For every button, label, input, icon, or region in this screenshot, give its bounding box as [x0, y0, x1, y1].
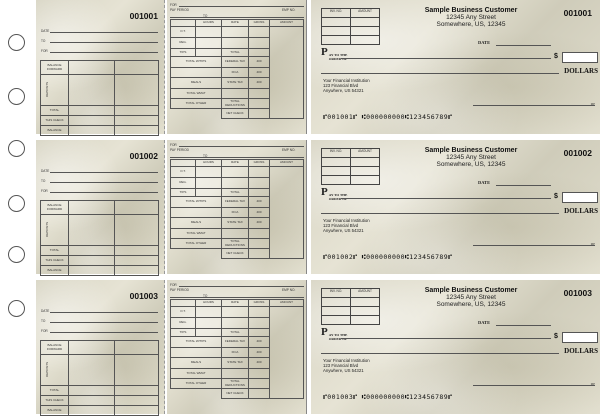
inv-amount-header: AMOUNT [351, 9, 380, 18]
stub-for-label: FOR [41, 329, 48, 333]
dollar-sign: $ [554, 333, 558, 340]
federal-tax-label: FEDERAL TAX [222, 337, 249, 348]
inv-no-header: INV. NO. [322, 149, 351, 158]
register-table [40, 60, 159, 136]
bank-info [323, 78, 370, 93]
inv-amount-header: AMOUNT [351, 149, 380, 158]
pay-period-label: PAY PERIOD [170, 148, 189, 152]
pay-to-initial: P [321, 186, 328, 198]
amount-header: AMOUNT [270, 20, 304, 27]
register-stub [36, 280, 165, 414]
dollar-sign: $ [554, 53, 558, 60]
register-stub [36, 140, 165, 274]
fica-label: FICA [222, 68, 249, 78]
amount-box[interactable] [562, 332, 598, 343]
fica-label: FICA [222, 348, 249, 358]
micr-line: ⑈001002⑈ ⑆000000000⑆123456789⑈ [323, 253, 453, 261]
fica-code: 400 [249, 68, 270, 78]
date-label: DATE [478, 180, 491, 185]
business-block [411, 7, 531, 29]
register-stub [36, 0, 165, 134]
bank-name: Your Financial Institution [323, 218, 370, 223]
fica-label: FICA [222, 208, 249, 218]
payroll-stub [167, 0, 307, 134]
bank-city: Anywhere, US 54321 [323, 368, 364, 373]
reg-label: REG. [171, 38, 196, 49]
ot-label: O.T. [171, 167, 196, 178]
bank-address: 123 Financial Blvd [323, 83, 359, 88]
business-address1: 12345 Any Street [446, 154, 496, 162]
gross-header: GROSS [249, 300, 270, 307]
bank-address: 123 Financial Blvd [323, 223, 359, 228]
rate-header: RATE [222, 160, 249, 167]
business-address2: Somewhere, US, 12345 [436, 301, 506, 309]
bank-city: Anywhere, US 54321 [323, 88, 364, 93]
tips-label: TIPS [171, 49, 196, 57]
reg-label: REG. [171, 318, 196, 329]
total-other-label: TOTAL OTHER [171, 379, 222, 389]
tips-label: TIPS [171, 329, 196, 337]
this-check-label: THIS CHECK [41, 116, 69, 126]
binder-hole [8, 195, 25, 212]
invoice-table [321, 148, 380, 185]
deposits-label: DEPOSITS [45, 221, 49, 237]
pay-to-label [321, 187, 347, 205]
total-wmat-label: TOTAL WMAT [171, 89, 222, 99]
balance-forward-label: BALANCE FORWARD [41, 201, 69, 215]
pay-to-label [321, 47, 347, 65]
hours-header: HOURS [196, 160, 222, 167]
check-row [36, 280, 600, 416]
inv-no-header: INV. NO. [322, 289, 351, 298]
amount-header: AMOUNT [270, 160, 304, 167]
pay-to-line1: AY TO THE [328, 192, 348, 197]
mp-mark: MP [590, 382, 595, 386]
fica-code: 400 [249, 348, 270, 358]
pay-period-label: PAY PERIOD [170, 288, 189, 292]
stub-date-label: DATE [41, 309, 50, 313]
pay-to-initial: P [321, 326, 328, 338]
period-to-label: TO [203, 14, 208, 18]
inv-no-header: INV. NO. [322, 9, 351, 18]
rate-header: RATE [222, 300, 249, 307]
check-number: 001002 [563, 148, 592, 158]
payroll-stub [167, 280, 307, 414]
deposits-label: DEPOSITS [45, 361, 49, 377]
total-other-label: TOTAL OTHER [171, 239, 222, 249]
register-table [40, 200, 159, 276]
micr-line: ⑈001003⑈ ⑆000000000⑆123456789⑈ [323, 393, 453, 401]
hours-header: HOURS [196, 20, 222, 27]
balance-label: BALANCE [41, 126, 69, 136]
reg-label: REG. [171, 178, 196, 189]
total-label: TOTAL [41, 246, 69, 256]
pay-to-initial: P [321, 46, 328, 58]
balance-label: BALANCE [41, 406, 69, 416]
meals-label: MEALS [171, 78, 222, 89]
business-address1: 12345 Any Street [446, 14, 496, 22]
business-block [411, 147, 531, 169]
payroll-for-label: FOR [170, 143, 177, 147]
total-w-tips-label: TOTAL W/TIPS [171, 337, 222, 348]
state-tax-label: STATE TAX [222, 358, 249, 369]
state-code: 400 [249, 358, 270, 369]
payroll-for-label: FOR [170, 283, 177, 287]
total-other-label: TOTAL OTHER [171, 99, 222, 109]
binder-hole [8, 34, 25, 51]
business-name: Sample Business Customer [424, 7, 518, 14]
net-check-label: NET CHECK [222, 109, 249, 119]
binder-hole [8, 300, 25, 317]
pay-to-line1: AY TO THE [328, 52, 348, 57]
dollars-label: DOLLARS [564, 347, 598, 355]
stub-check-number: 001003 [129, 291, 158, 301]
micr-line: ⑈001001⑈ ⑆000000000⑆123456789⑈ [323, 113, 453, 121]
meals-label: MEALS [171, 218, 222, 229]
amount-box[interactable] [562, 52, 598, 63]
stub-for-label: FOR [41, 49, 48, 53]
stub-check-number: 001001 [129, 11, 158, 21]
federal-code: 400 [249, 337, 270, 348]
total-label: TOTAL [41, 386, 69, 396]
stub-to-label: TO [41, 179, 46, 183]
business-address1: 12345 Any Street [446, 294, 496, 302]
fica-code: 400 [249, 208, 270, 218]
state-tax-label: STATE TAX [222, 78, 249, 89]
payroll-for-label: FOR [170, 3, 177, 7]
binder-hole [8, 246, 25, 263]
check-row [36, 0, 600, 136]
binder-hole [8, 140, 25, 157]
bank-info [323, 218, 370, 233]
business-address2: Somewhere, US, 12345 [436, 161, 506, 169]
payroll-table [170, 19, 304, 119]
pay-to-label [321, 327, 347, 345]
check-row [36, 140, 600, 276]
total-deductions-label: TOTAL DEDUCTIONS [222, 239, 249, 249]
mp-mark: MP [590, 242, 595, 246]
pay-to-line2: ORDER OF [328, 197, 348, 201]
pay-to-line1: AY TO THE [328, 332, 348, 337]
total-wmat-label: TOTAL WMAT [171, 229, 222, 239]
meals-label: MEALS [171, 358, 222, 369]
ot-label: O.T. [171, 27, 196, 38]
inv-amount-header: AMOUNT [351, 289, 380, 298]
stub-date-label: DATE [41, 29, 50, 33]
pay-to-line2: ORDER OF [328, 57, 348, 61]
federal-tax-label: FEDERAL TAX [222, 57, 249, 68]
this-check-label: THIS CHECK [41, 256, 69, 266]
business-name: Sample Business Customer [424, 147, 518, 154]
stub-to-label: TO [41, 319, 46, 323]
state-code: 400 [249, 78, 270, 89]
payroll-stub [167, 140, 307, 274]
check-number: 001001 [563, 8, 592, 18]
bank-address: 123 Financial Blvd [323, 363, 359, 368]
hours-header: HOURS [196, 300, 222, 307]
bank-name: Your Financial Institution [323, 78, 370, 83]
binder-strip [0, 0, 36, 415]
this-check-label: THIS CHECK [41, 396, 69, 406]
pay-period-label: PAY PERIOD [170, 8, 189, 12]
total-deductions-label: TOTAL DEDUCTIONS [222, 379, 249, 389]
dollars-label: DOLLARS [564, 207, 598, 215]
federal-tax-label: FEDERAL TAX [222, 197, 249, 208]
amount-header: AMOUNT [270, 300, 304, 307]
business-name: Sample Business Customer [424, 287, 518, 294]
total-deductions-label: TOTAL DEDUCTIONS [222, 99, 249, 109]
federal-code: 400 [249, 57, 270, 68]
period-to-label: TO [203, 154, 208, 158]
net-check-label: NET CHECK [222, 249, 249, 259]
pay-to-line2: ORDER OF [328, 337, 348, 341]
bank-city: Anywhere, US 54321 [323, 228, 364, 233]
rate-header: RATE [222, 20, 249, 27]
tips-total-label: TOTAL [222, 329, 249, 337]
tips-total-label: TOTAL [222, 49, 249, 57]
emp-no-label: EMP NO. [282, 8, 296, 12]
invoice-table [321, 8, 380, 45]
gross-header: GROSS [249, 160, 270, 167]
date-label: DATE [478, 320, 491, 325]
dollars-label: DOLLARS [564, 67, 598, 75]
stub-check-number: 001002 [129, 151, 158, 161]
total-w-tips-label: TOTAL W/TIPS [171, 57, 222, 68]
payroll-table [170, 159, 304, 259]
mp-mark: MP [590, 102, 595, 106]
business-address2: Somewhere, US, 12345 [436, 21, 506, 29]
emp-no-label: EMP NO. [282, 148, 296, 152]
stub-to-label: TO [41, 39, 46, 43]
dollar-sign: $ [554, 193, 558, 200]
tips-label: TIPS [171, 189, 196, 197]
check [311, 140, 600, 274]
total-wmat-label: TOTAL WMAT [171, 369, 222, 379]
binder-hole [8, 88, 25, 105]
total-label: TOTAL [41, 106, 69, 116]
payroll-table [170, 299, 304, 399]
total-w-tips-label: TOTAL W/TIPS [171, 197, 222, 208]
check-number: 001003 [563, 288, 592, 298]
balance-label: BALANCE [41, 266, 69, 276]
state-tax-label: STATE TAX [222, 218, 249, 229]
check [311, 280, 600, 414]
balance-forward-label: BALANCE FORWARD [41, 61, 69, 75]
invoice-table [321, 288, 380, 325]
check [311, 0, 600, 134]
tips-total-label: TOTAL [222, 189, 249, 197]
bank-name: Your Financial Institution [323, 358, 370, 363]
ot-label: O.T. [171, 307, 196, 318]
deposits-label: DEPOSITS [45, 81, 49, 97]
period-to-label: TO [203, 294, 208, 298]
bank-info [323, 358, 370, 373]
register-table [40, 340, 159, 416]
net-check-label: NET CHECK [222, 389, 249, 399]
state-code: 400 [249, 218, 270, 229]
stub-date-label: DATE [41, 169, 50, 173]
federal-code: 400 [249, 197, 270, 208]
balance-forward-label: BALANCE FORWARD [41, 341, 69, 355]
stub-for-label: FOR [41, 189, 48, 193]
business-block [411, 287, 531, 309]
gross-header: GROSS [249, 20, 270, 27]
amount-box[interactable] [562, 192, 598, 203]
date-label: DATE [478, 40, 491, 45]
emp-no-label: EMP NO. [282, 288, 296, 292]
